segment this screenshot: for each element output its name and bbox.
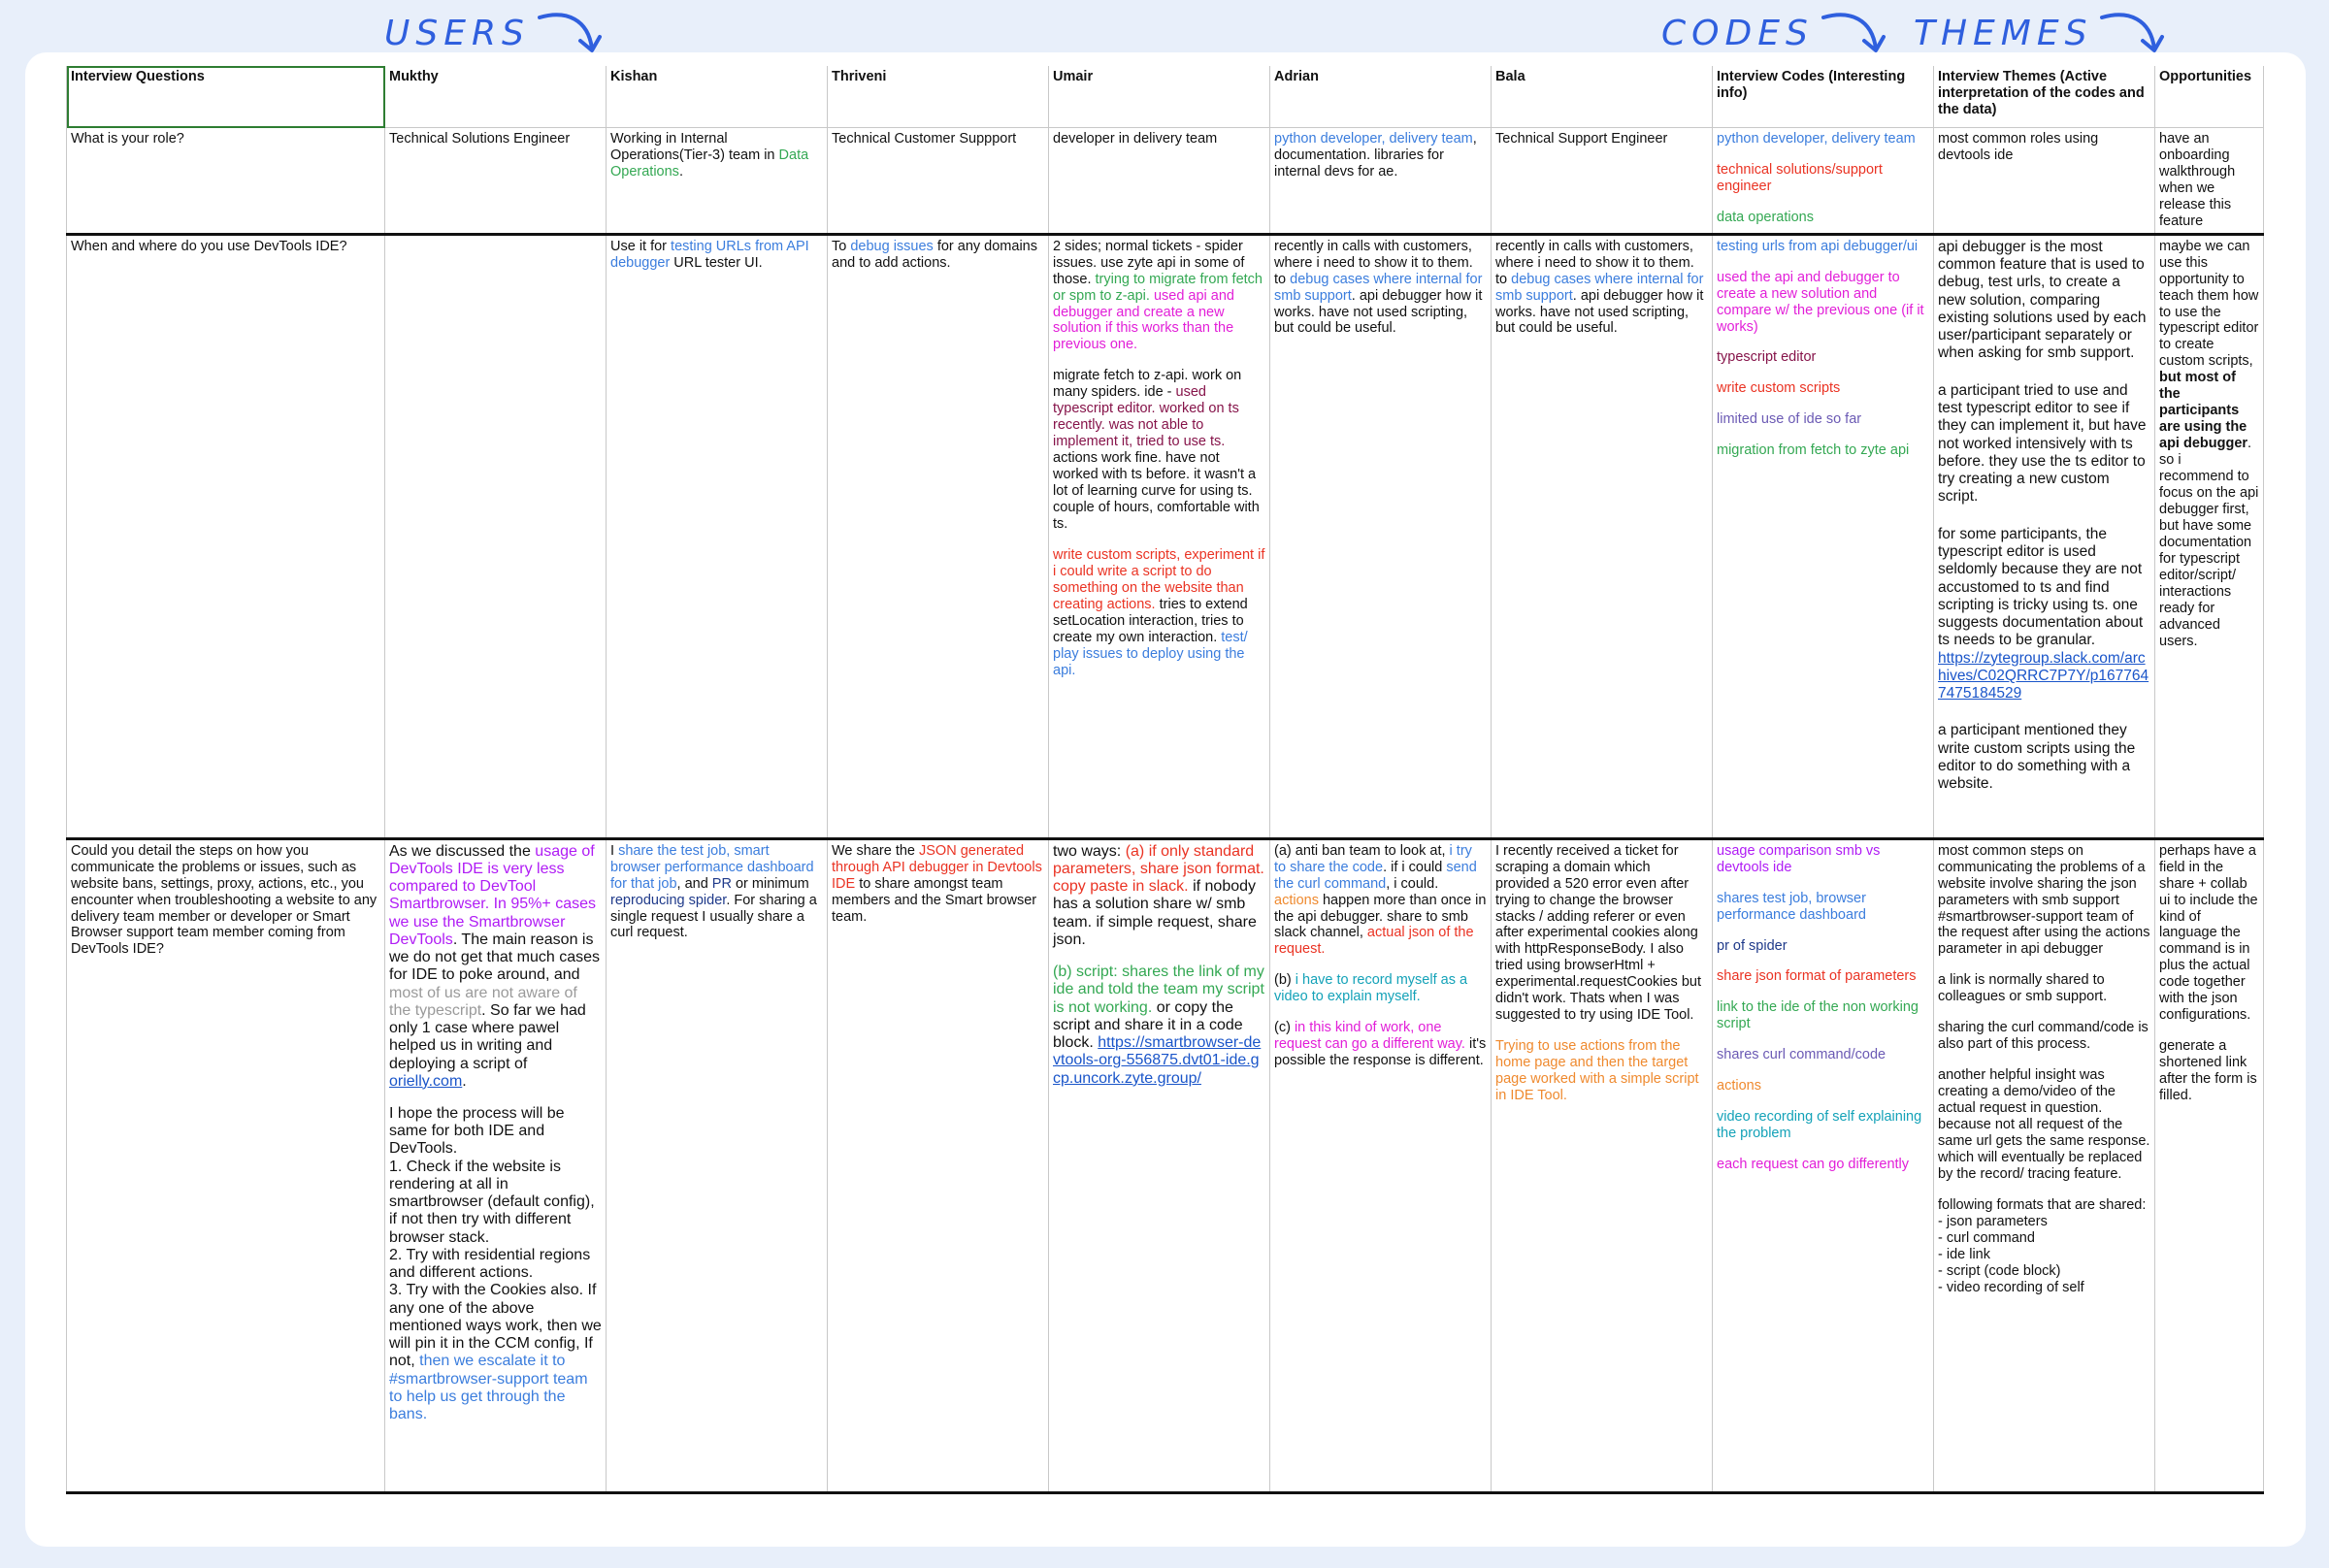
cell-text: if nobody has a solution share w/ smb team. if simple request, share json. <box>1053 878 1257 948</box>
cell-text: . So far we had only 1 case where pawel helped us in writing and deploying a script of <box>389 1001 586 1072</box>
answer-paragraph: I hope the process will be same for both IDE and DevTools. <box>389 1105 565 1158</box>
cell-text: 3. Try with the Cookies also. If any one of the above mentioned ways work, then we will pin it in the CCM config, If not, <box>389 1282 602 1370</box>
cell-text: . <box>678 163 683 180</box>
answer-cell-umair[interactable] <box>1049 234 1270 838</box>
cell-text: , i could. <box>1386 875 1439 892</box>
cell-text: (b) <box>1274 972 1296 989</box>
answer-paragraph: 2. Try with residential regions and different actions. <box>389 1246 591 1282</box>
answer-paragraph <box>1053 843 1265 949</box>
theme-paragraph: another helpful insight was creating a demo/video of the actual request in question. because not all request of the same url gets the same response. which will eventually be replaced by the record/ tracing feature. <box>1938 1067 2150 1182</box>
answer-cell-umair[interactable] <box>1049 838 1270 1492</box>
cell-text: or minimum <box>731 875 809 892</box>
cell-text: URL tester UI. <box>670 254 763 271</box>
cell-text: (c) <box>1274 1020 1295 1036</box>
header-mukthy[interactable]: Mukthy <box>385 66 607 128</box>
answer-cell-mukthy[interactable] <box>385 838 607 1492</box>
list-item: - script (code block) <box>1938 1262 2061 1279</box>
code-item: link to the ide of the non working script <box>1717 999 1919 1032</box>
header-kishan[interactable]: Kishan <box>607 66 828 128</box>
cell-text: tries to extend setLocation interaction, tries to create my own interaction. <box>1053 596 1248 645</box>
question-cell[interactable]: What is your role? <box>67 128 385 235</box>
list-item: - video recording of self <box>1938 1279 2084 1295</box>
cell-text: or copy the script and share it in a code block. <box>1053 998 1243 1052</box>
cell-text: reproducing spider <box>610 892 727 908</box>
cell-text: happen more than once in the api debugger. share to smb slack channel, <box>1274 892 1487 941</box>
opportunity-paragraph: generate a shortened link after the form is filled. <box>2159 1038 2257 1104</box>
cell-text: Working in Internal Operations(Tier-3) team in <box>610 131 779 163</box>
theme-paragraph: most common steps on communicating the problems of a website involve sharing the json parameters with smb support #smartbrowser-support team of the request after using the actions parameter in api debugger <box>1938 842 2150 958</box>
cell-text: python developer, delivery team <box>1274 131 1473 147</box>
themes-cell[interactable] <box>1934 838 2155 1492</box>
cell-text: but most of the participants are using the api debugger <box>2159 370 2248 452</box>
answer-cell-thriveni[interactable] <box>828 234 1049 838</box>
opportunity-paragraph: perhaps have a field in the share + collab ui to include the kind of language the command is in plus the actual code together with the json configurations. <box>2159 842 2258 1024</box>
cell-text: used typescript editor. worked on ts recently. was not able to implement it, tried to use ts. <box>1053 384 1239 450</box>
cell-text: debug issues <box>850 238 934 254</box>
cell-text: used api and debugger and create a new solution if this works than the previous one. <box>1053 287 1234 353</box>
cell-text: usage of DevTools IDE is very less compared to DevTool Smartbrowser. In 95%+ cases we use the Smartbrowser DevTools <box>389 842 596 948</box>
cell-text: I <box>610 842 619 859</box>
answer-paragraph <box>1274 1020 1487 1069</box>
theme-paragraph: sharing the curl command/code is also part of this process. <box>1938 1020 2149 1053</box>
answer-paragraph <box>389 843 602 1091</box>
answer-cell-kishan[interactable] <box>607 128 828 235</box>
list-item: - ide link <box>1938 1246 1990 1262</box>
answer-cell-adrian[interactable] <box>1270 838 1492 1492</box>
cell-text: recently in calls with customers, where i need to show it to them. to <box>1274 238 1473 287</box>
users-annotation-label: USERS <box>384 13 530 53</box>
answer-paragraph <box>389 1282 602 1423</box>
code-item: testing urls from api debugger/ui <box>1717 238 1919 254</box>
answer-paragraph <box>1053 547 1265 679</box>
header-interview-themes[interactable]: Interview Themes (Active interpretation of the codes and the data) <box>1934 66 2155 128</box>
curved-arrow-icon <box>534 6 607 60</box>
header-interview-questions[interactable]: Interview Questions <box>67 66 385 128</box>
header-thriveni[interactable]: Thriveni <box>828 66 1049 128</box>
code-item: data operations <box>1717 209 1814 225</box>
answer-paragraph: 1. Check if the website is rendering at all in smartbrowser (default config), if not then try with different browser stack. <box>389 1158 595 1246</box>
cell-text: . <box>462 1072 467 1090</box>
answer-cell-bala[interactable] <box>1492 234 1713 838</box>
answer-cell-adrian[interactable] <box>1270 234 1492 838</box>
theme-paragraph: for some participants, the typescript editor is used seldomly because they are not accustomed to ts and find scripting is tricky using ts. one suggests documentation about ts needs to be granular. <box>1938 525 2144 649</box>
table-row <box>67 838 2264 1492</box>
answer-cell-thriveni[interactable]: Technical Customer Suppport <box>828 128 1049 235</box>
cell-text: to share amongst team members and the Smart browser team. <box>832 875 1037 925</box>
answer-cell-adrian[interactable] <box>1270 128 1492 235</box>
opportunities-cell[interactable] <box>2155 838 2264 1492</box>
question-cell[interactable]: When and where do you use DevTools IDE? <box>67 234 385 838</box>
answer-cell-kishan[interactable] <box>607 234 828 838</box>
cell-text: recently in calls with customers, where i need to show it to them. to <box>1495 238 1694 287</box>
cell-text: actions <box>1274 892 1319 908</box>
opportunities-cell[interactable] <box>2155 234 2264 838</box>
theme-paragraph: a participant tried to use and test typescript editor to see if they can implement it, but have not worked intensively with ts before. they use the ts editor to try creating a new custom script. <box>1938 381 2147 506</box>
codes-cell[interactable] <box>1713 128 1934 235</box>
cell-text: (a) if only standard parameters, share json format. copy paste in slack. <box>1053 842 1264 896</box>
orielly-link[interactable]: orielly.com <box>389 1072 463 1090</box>
codes-annotation <box>1661 6 1891 60</box>
answer-cell-mukthy[interactable] <box>385 234 607 838</box>
cell-text: Use it for <box>610 238 672 254</box>
answer-paragraph <box>1274 843 1487 959</box>
answer-paragraph <box>1053 239 1265 354</box>
cell-text: Data Operations <box>610 147 809 180</box>
users-annotation <box>384 6 607 60</box>
code-item: usage comparison smb vs devtools ide <box>1717 842 1881 875</box>
code-item: video recording of self explaining the problem <box>1717 1109 1922 1142</box>
list-item: - curl command <box>1938 1229 2035 1246</box>
cell-text: . so i recommend to focus on the api debugger first, but have some documentation for typescript editor/script/ interactions ready for advanced users. <box>2159 436 2259 649</box>
header-opportunities[interactable]: Opportunities <box>2155 66 2264 128</box>
code-item: technical solutions/support engineer <box>1717 161 1883 194</box>
answer-cell-mukthy[interactable]: Technical Solutions Engineer <box>385 128 607 235</box>
table-row <box>67 234 2264 838</box>
table-row <box>67 128 2264 235</box>
opportunities-cell[interactable]: have an onboarding walkthrough when we release this feature <box>2155 128 2264 235</box>
code-item: limited use of ide so far <box>1717 411 1862 428</box>
answer-cell-kishan[interactable] <box>607 838 828 1492</box>
header-bala[interactable]: Bala <box>1492 66 1713 128</box>
answer-paragraph: I recently received a ticket for scraping a domain which provided a 520 error even after trying to change the browser stacks / adding referer or even after experimental cookies along with httpResponseBody. I also tried using browserHtml + experimental.requestCookies but didn't work. Thats when I was suggested to try using IDE Tool. <box>1495 842 1701 1024</box>
cell-text: debug cases where internal for smb support <box>1274 271 1483 304</box>
curved-arrow-icon <box>1818 6 1891 60</box>
code-item: share json format of parameters <box>1717 968 1917 985</box>
curved-arrow-icon <box>2096 6 2170 60</box>
cell-text: maybe we can use this opportunity to teach them how to use the typescript editor to create custom scripts, <box>2159 238 2259 370</box>
cell-text: in this kind of work, one request can go a different way. <box>1274 1020 1465 1053</box>
header-row <box>67 66 2264 128</box>
cell-text: share the test job, smart browser performance dashboard for that job <box>610 842 814 892</box>
answer-cell-thriveni[interactable] <box>828 838 1049 1492</box>
list-item: - json parameters <box>1938 1213 2048 1229</box>
code-item: python developer, delivery team <box>1717 131 1916 147</box>
code-item: actions <box>1717 1078 1761 1094</box>
answer-paragraph: Trying to use actions from the home page and then the target page worked with a simple script in IDE Tool. <box>1495 1038 1699 1104</box>
answer-cell-umair[interactable]: developer in delivery team <box>1049 128 1270 235</box>
cell-text: 2 sides; normal tickets - spider issues. use zyte api in some of those. <box>1053 238 1245 287</box>
cell-text: As we discussed the <box>389 842 536 860</box>
cell-text: test/ play issues to deploy using the api. <box>1053 629 1248 678</box>
cell-text: (a) anti ban team to look at, <box>1274 842 1450 859</box>
codes-annotation-label: CODES <box>1661 13 1814 53</box>
cell-text: To <box>832 238 851 254</box>
cell-text: PR <box>711 875 732 892</box>
cell-text: actual json of the request. <box>1274 925 1474 958</box>
slack-link[interactable]: https://zytegroup.slack.com/archives/C02QRRC7P7Y/p1677647475184529 <box>1938 649 2149 702</box>
cell-text: (b) script: shares the link of my ide and told the team my script is not working. <box>1053 964 1264 1016</box>
cell-text: debug cases where internal for smb support <box>1495 271 1704 304</box>
cell-text: send the curl command <box>1274 859 1477 892</box>
cell-text: i have to record myself as a video to explain myself. <box>1274 972 1468 1005</box>
answer-paragraph <box>1053 368 1265 533</box>
code-item: write custom scripts <box>1717 380 1841 397</box>
cell-text: then we escalate it to #smartbrowser-support team to help us get through the bans. <box>389 1353 588 1422</box>
cell-text: , documentation. libraries for internal devs for ae. <box>1274 131 1477 180</box>
answer-cell-bala[interactable] <box>1492 838 1713 1492</box>
codes-cell[interactable] <box>1713 234 1934 838</box>
themes-annotation <box>1914 6 2170 60</box>
header-interview-codes[interactable]: Interview Codes (Interesting info) <box>1713 66 1934 128</box>
cell-text: it's possible the response is different. <box>1274 1036 1487 1069</box>
cell-text: JSON generated through API debugger in Devtools IDE <box>832 842 1042 892</box>
code-item: each request can go differently <box>1717 1157 1910 1173</box>
cell-text: . The main reason is we do not get that much cases for IDE to poke around, and <box>389 931 601 984</box>
codes-cell[interactable] <box>1713 838 1934 1492</box>
cell-text: . api debugger how it works. have not used scripting, but could be useful. <box>1495 287 1704 337</box>
interview-grid <box>66 66 2264 1494</box>
cell-text: . api debugger how it works. have not used scripting, but could be useful. <box>1274 287 1483 337</box>
cell-text: migrate fetch to z-api. work on many spiders. ide - <box>1053 368 1242 401</box>
code-item: migration from fetch to zyte api <box>1717 442 1910 459</box>
cell-text: . For sharing a single request I usually share a curl request. <box>610 892 817 941</box>
theme-paragraph: following formats that are shared: <box>1938 1196 2147 1213</box>
cell-text: actions work fine. have not worked with ts before. it wasn't a lot of learning curve for using ts. couple of hours, comfortable with ts. <box>1053 450 1260 532</box>
theme-paragraph: a link is normally shared to colleagues or smb support. <box>1938 972 2108 1005</box>
code-item: used the api and debugger to create a new solution and compare w/ the previous one (if it works) <box>1717 269 1924 335</box>
cell-text: testing URLs from API debugger <box>610 238 809 271</box>
question-cell[interactable]: Could you detail the steps on how you communicate the problems or issues, such as website bans, settings, proxy, actions, etc., you encounter when troubleshooting a website to any delivery team member or developer or Smart Browser support team member coming from DevTools IDE? <box>67 838 385 1492</box>
ide-link[interactable]: https://smartbrowser-devtools-org-556875.dvt01-ide.gcp.uncork.zyte.group/ <box>1053 1034 1262 1087</box>
themes-cell[interactable]: most common roles using devtools ide <box>1934 128 2155 235</box>
cell-text: most of us are not aware of the typescript <box>389 984 577 1019</box>
themes-annotation-label: THEMES <box>1914 13 2093 53</box>
answer-cell-bala[interactable]: Technical Support Engineer <box>1492 128 1713 235</box>
cell-text: two ways: <box>1053 842 1126 860</box>
cell-text: i try to share the code <box>1274 842 1472 875</box>
header-umair[interactable]: Umair <box>1049 66 1270 128</box>
cell-text: write custom scripts, experiment if i could write a script to do something on the website than creating actions. <box>1053 546 1265 612</box>
theme-paragraph: a participant mentioned they write custom scripts using the editor to do something with a website. <box>1938 722 2136 793</box>
header-adrian[interactable]: Adrian <box>1270 66 1492 128</box>
cell-text: . if i could <box>1383 859 1447 875</box>
answer-paragraph <box>1053 964 1265 1088</box>
themes-cell[interactable] <box>1934 234 2155 838</box>
theme-paragraph: api debugger is the most common feature that is used to debug, test urls, to create a new solution, comparing existing solutions used by each user/participant separately or when asking for smb support. <box>1938 238 2147 362</box>
cell-text: We share the <box>832 842 920 859</box>
code-item: shares curl command/code <box>1717 1047 1886 1063</box>
code-item: pr of spider <box>1717 937 1788 954</box>
answer-paragraph <box>1274 972 1487 1005</box>
code-item: shares test job, browser performance dashboard <box>1717 890 1866 923</box>
cell-text: for any domains and to add actions. <box>832 238 1037 271</box>
cell-text: trying to migrate from fetch or spm to z-api. <box>1053 271 1263 304</box>
cell-text: , and <box>676 875 712 892</box>
code-item: typescript editor <box>1717 349 1817 366</box>
